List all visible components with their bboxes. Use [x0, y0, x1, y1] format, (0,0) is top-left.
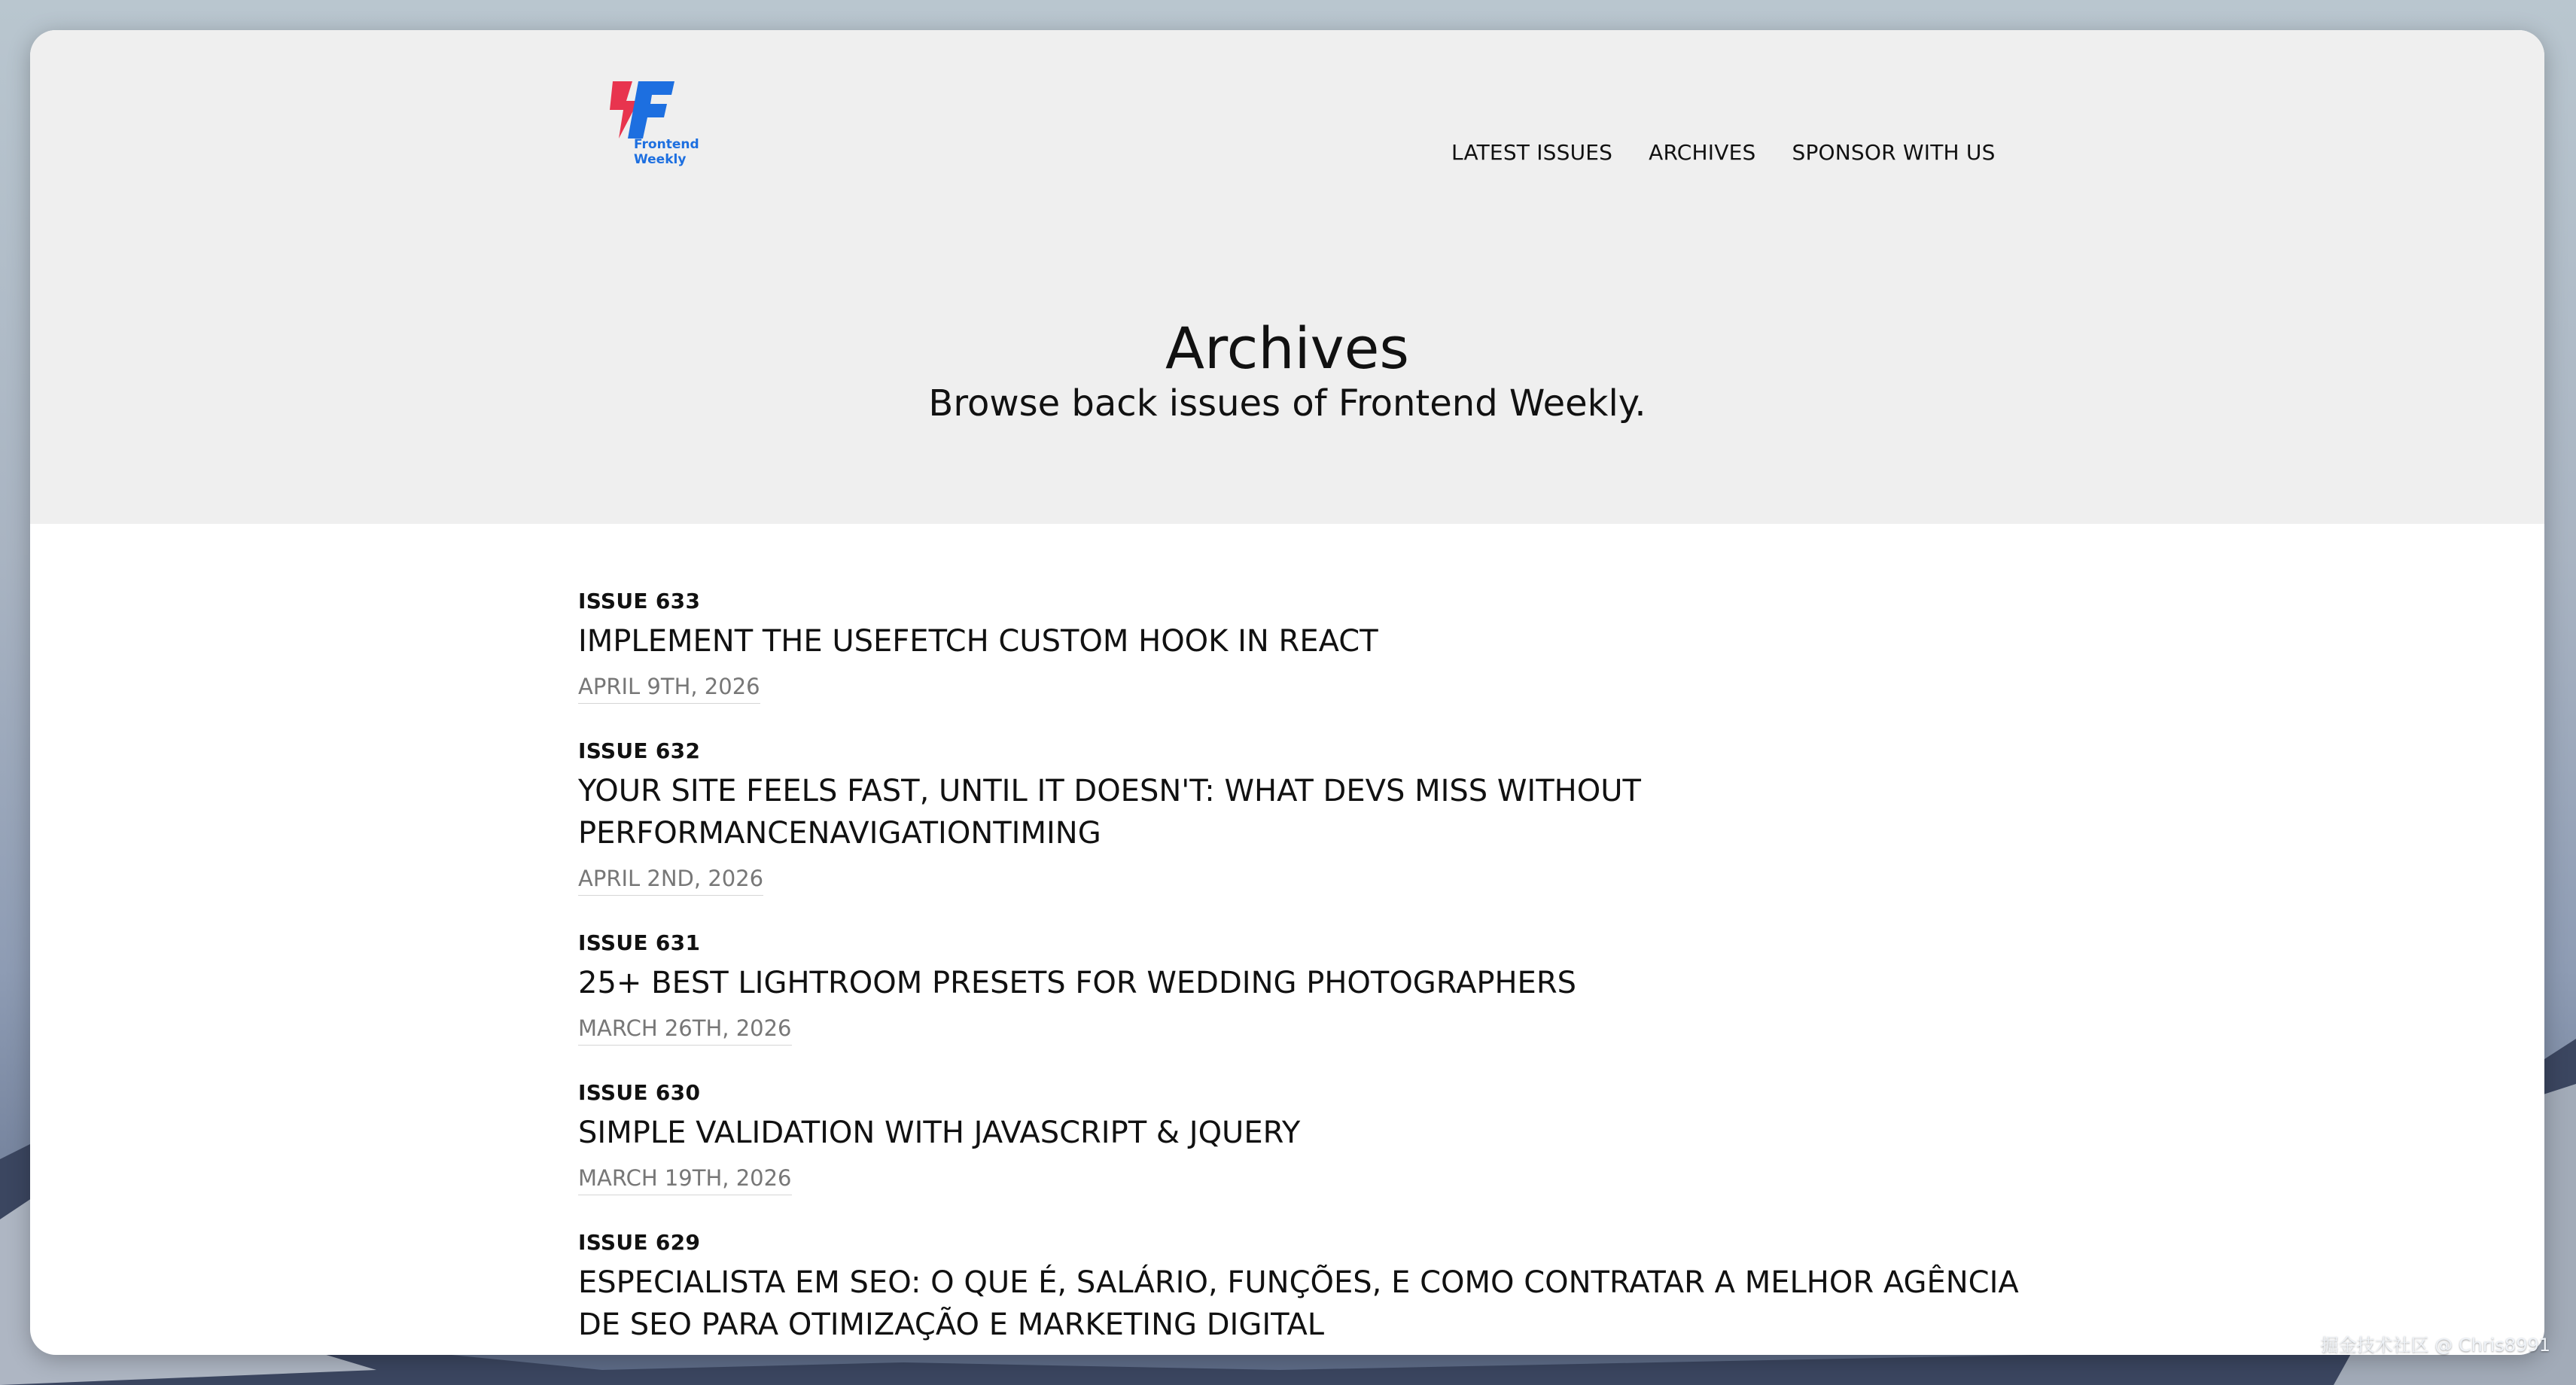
issue-number: ISSUE 632 [578, 738, 701, 763]
nav-sponsor-with-us[interactable]: SPONSOR WITH US [1792, 140, 1996, 165]
issue-date: APRIL 9TH, 2026 [578, 671, 760, 704]
issue-number: ISSUE 630 [578, 1080, 701, 1105]
issue-date: MARCH 19TH, 2026 [578, 1163, 792, 1195]
site-header [30, 30, 2544, 524]
logo-wordmark: Frontend Weekly [634, 137, 699, 167]
issue-list [578, 587, 2084, 1355]
nav-latest-issues[interactable]: LATEST ISSUES [1451, 140, 1613, 165]
issue-item [578, 587, 2084, 704]
issue-title-link[interactable]: 25+ BEST LIGHTROOM PRESETS FOR WEDDING PHOTOGRAPHERS [578, 966, 1576, 1000]
issue-item [578, 1228, 2084, 1346]
issue-title-link[interactable]: SIMPLE VALIDATION WITH JAVASCRIPT & JQUERY [578, 1116, 1301, 1150]
issue-item [578, 1079, 2084, 1195]
issue-title-link[interactable]: IMPLEMENT THE USEFETCH CUSTOM HOOK IN REACT [578, 624, 1378, 659]
browser-window [30, 30, 2544, 1355]
watermark-text: 掘金技术社区 @ Chris8991 [2320, 1335, 2550, 1356]
issue-title-link[interactable]: YOUR SITE FEELS FAST, UNTIL IT DOESN'T: WHAT DEVS MISS WITHOUT PERFORMANCENAVIGATIONTIMING [578, 774, 1641, 851]
page-title: Archives [1165, 315, 1409, 382]
issue-number: ISSUE 631 [578, 930, 701, 955]
issue-date: APRIL 2ND, 2026 [578, 863, 763, 896]
site-logo[interactable] [605, 80, 718, 178]
page-subtitle: Browse back issues of Frontend Weekly. [928, 382, 1646, 425]
issue-number: ISSUE 629 [578, 1230, 701, 1255]
main-nav [1451, 140, 1996, 165]
issue-date: MARCH 26TH, 2026 [578, 1013, 792, 1046]
issue-item [578, 929, 2084, 1046]
lightning-f-icon [605, 80, 688, 140]
issue-item [578, 737, 2084, 896]
issue-title-link[interactable]: ESPECIALISTA EM SEO: O QUE É, SALÁRIO, FUNÇÕES, E COMO CONTRATAR A MELHOR AGÊNCIA DE SEO PARA OTIMIZAÇÃO E MARKETING DIGITAL [578, 1265, 2019, 1342]
nav-archives[interactable]: ARCHIVES [1649, 140, 1756, 165]
issue-number: ISSUE 633 [578, 589, 701, 613]
